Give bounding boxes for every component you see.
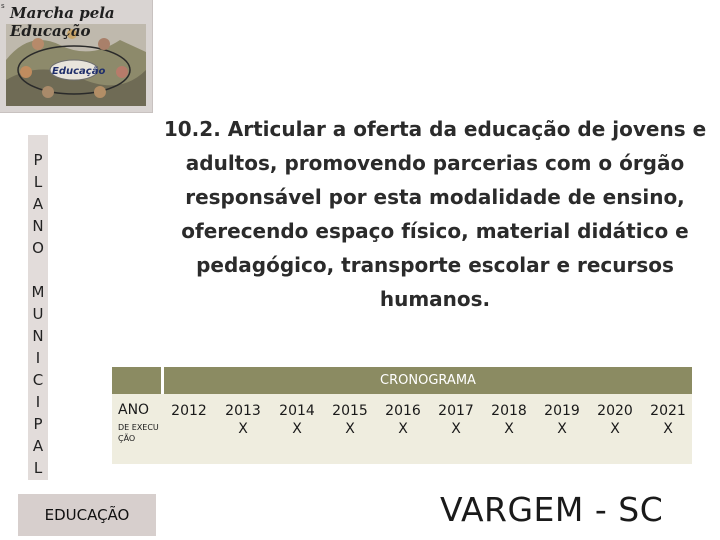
schedule-row-sublabel: DE EXECUÇÃO xyxy=(118,423,159,443)
year-label: 2015 xyxy=(332,403,368,419)
logo-corner-mark: s xyxy=(1,2,5,10)
schedule-year-2018 xyxy=(484,402,534,438)
schedule-year-2015 xyxy=(325,402,375,438)
side-letter: A xyxy=(32,437,44,455)
year-label: 2013 xyxy=(225,403,261,419)
side-letter: N xyxy=(32,327,44,345)
execution-mark: X xyxy=(557,421,567,437)
year-label: 2018 xyxy=(491,403,527,419)
year-label: 2020 xyxy=(597,403,633,419)
execution-mark: X xyxy=(292,421,302,437)
year-label: 2012 xyxy=(171,403,207,419)
schedule-year-2014 xyxy=(272,402,322,438)
section-label: EDUCAÇÃO xyxy=(18,494,156,536)
execution-mark: X xyxy=(663,421,673,437)
schedule-table xyxy=(112,394,692,464)
logo-center-label: Educação xyxy=(52,66,106,77)
execution-mark: X xyxy=(238,421,248,437)
execution-mark: X xyxy=(610,421,620,437)
side-letter: O xyxy=(32,239,44,257)
side-letter: U xyxy=(32,305,44,323)
schedule-row-label: ANO xyxy=(118,402,150,418)
execution-mark: X xyxy=(451,421,461,437)
side-letter: A xyxy=(32,195,44,213)
plano-municipal-vertical-label xyxy=(28,135,48,480)
schedule-header-blank xyxy=(112,367,161,394)
schedule-year-2021 xyxy=(643,402,693,438)
schedule-year-2019 xyxy=(537,402,587,438)
side-letter: N xyxy=(32,217,44,235)
year-label: 2017 xyxy=(438,403,474,419)
side-letter: C xyxy=(32,371,44,389)
year-label: 2021 xyxy=(650,403,686,419)
execution-mark: X xyxy=(504,421,514,437)
schedule-year-2012 xyxy=(164,402,214,420)
schedule-year-2016 xyxy=(378,402,428,438)
execution-mark: X xyxy=(345,421,355,437)
side-letter: P xyxy=(33,151,43,169)
schedule-header xyxy=(112,367,692,394)
schedule-year-2020 xyxy=(590,402,640,438)
year-label: 2014 xyxy=(279,403,315,419)
side-letter: M xyxy=(31,283,45,301)
goal-text: 10.2. Articular a oferta da educação de jovens e adultos, promovendo parcerias com o órgão responsável por esta modalidade de ensino, oferecendo espaço físico, material didático e pedagógico, transporte escolar e recursos humanos. xyxy=(163,117,707,311)
logo-title: Marcha pela Educação xyxy=(10,4,115,40)
schedule-header-label: CRONOGRAMA xyxy=(164,367,692,394)
side-letter: L xyxy=(33,173,43,191)
side-letter: L xyxy=(33,459,43,477)
year-label: 2019 xyxy=(544,403,580,419)
logo-image xyxy=(0,0,153,113)
execution-mark: X xyxy=(398,421,408,437)
side-letter: I xyxy=(35,349,41,367)
city-label: VARGEM - SC xyxy=(440,490,664,529)
side-letter: I xyxy=(35,393,41,411)
side-letter: P xyxy=(33,415,43,433)
schedule-year-2017 xyxy=(431,402,481,438)
schedule-year-2013 xyxy=(218,402,268,438)
year-label: 2016 xyxy=(385,403,421,419)
